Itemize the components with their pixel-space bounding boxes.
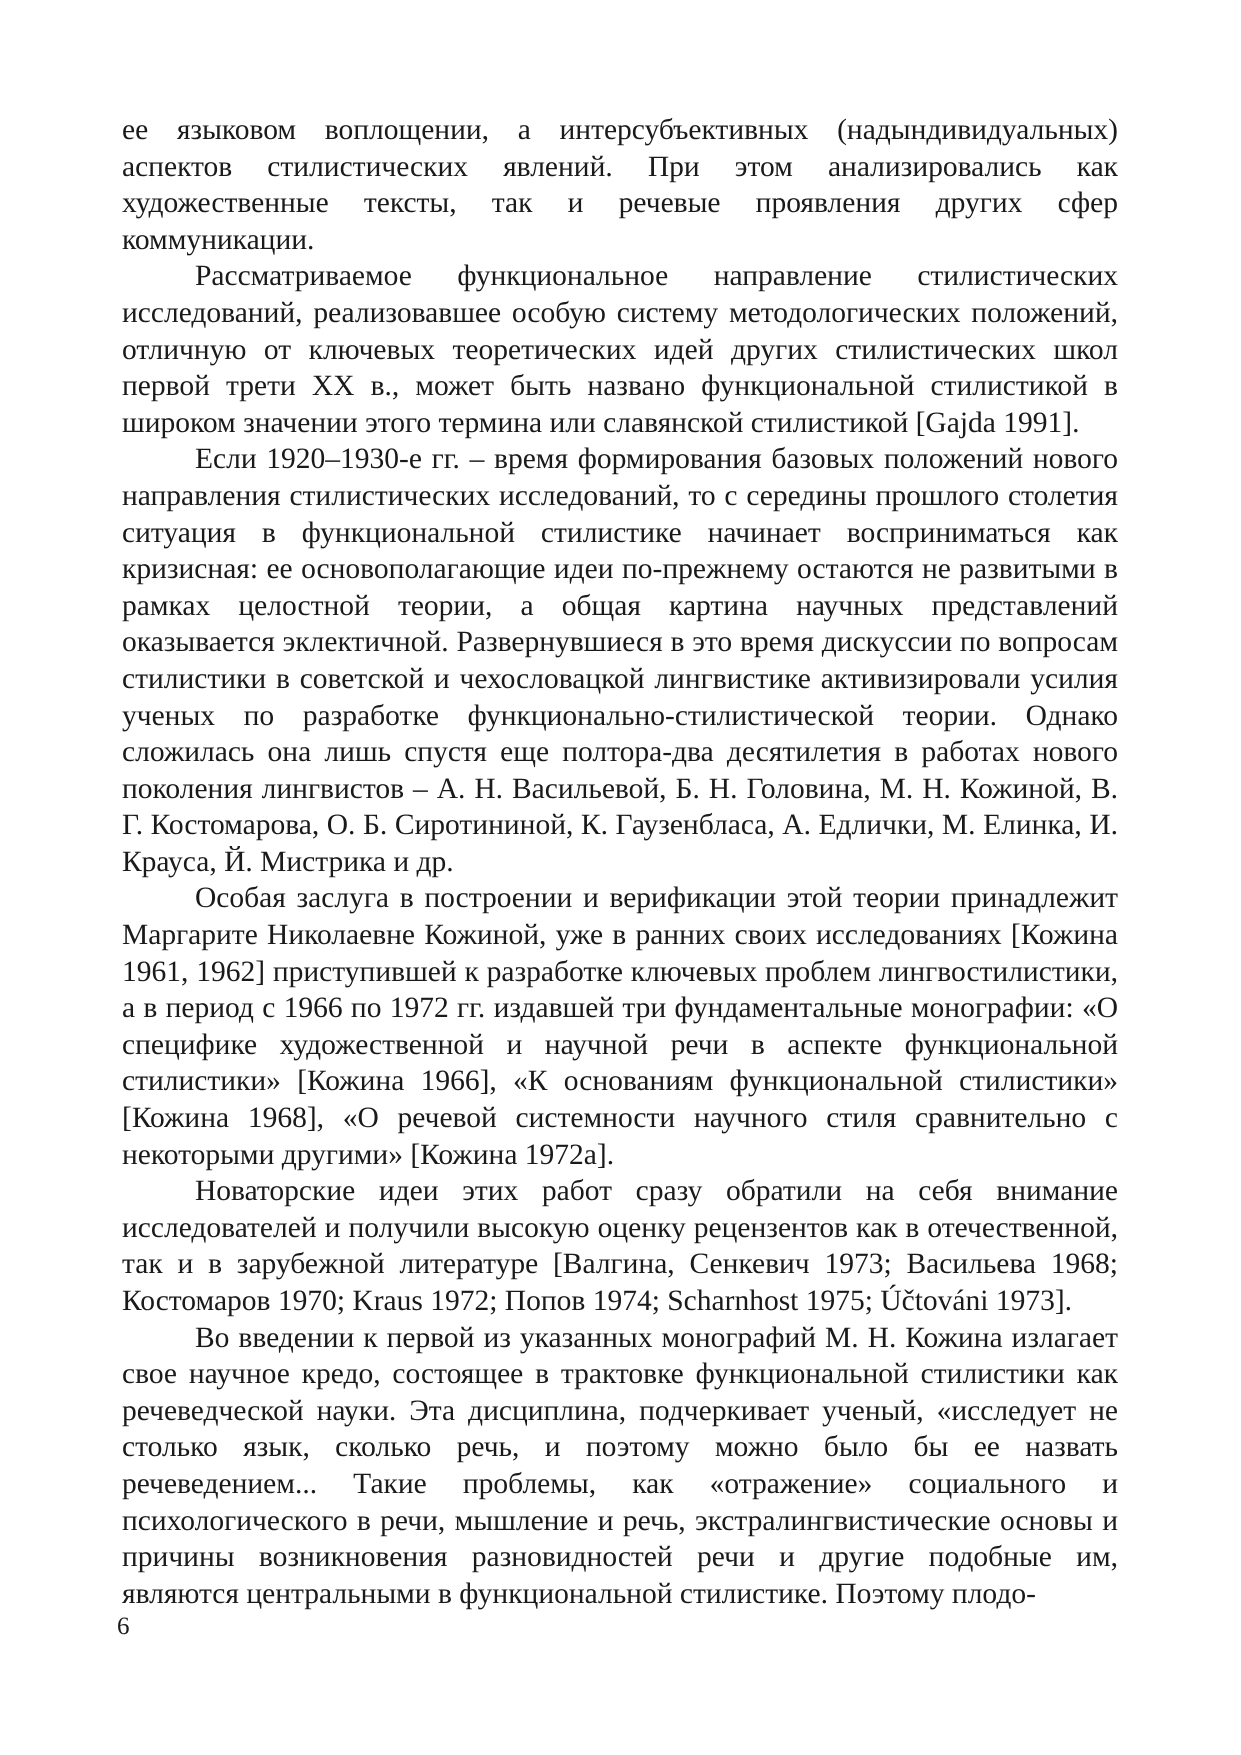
body-text bbox=[122, 112, 1118, 1612]
paragraph-2: Рассматриваемое функциональное направление стилистических исследований, реализовавшее особую систему методологических положений, отличную от ключевых теоретических идей других стилистических школ первой трети XX в., может быть названо функциональной стилистикой в широком значении этого термина или славянской стилистикой [Gajda 1991]. bbox=[122, 260, 1118, 439]
paragraph-1: ее языковом воплощении, а интерсубъективных (надындивидуальных) аспектов стилистических явлений. При этом анализировались как художественные тексты, так и речевые проявления других сфер коммуникации. bbox=[122, 114, 1118, 256]
paragraph-4: Особая заслуга в построении и верификации этой теории принадлежит Маргарите Николаевне Кожиной, уже в ранних своих исследованиях [Кожина 1961, 1962] приступившей к разработке ключевых проблем лингвостилистики, а в период с 1966 по 1972 гг. издавшей три фундаментальные монографии: «О специфике художественной и научной речи в аспекте функциональной стилистики» [Кожина 1966], «К основаниям функциональной стилистики» [Кожина 1968], «О речевой системности научного стиля сравнительно с некоторыми другими» [Кожина 1972а]. bbox=[122, 882, 1118, 1171]
page-number: 6 bbox=[117, 1613, 130, 1640]
paragraph-6: Во введении к первой из указанных монографий М. Н. Кожина излагает свое научное кредо, состоящее в трактовке функциональной стилистики как речеведческой науки. Эта дисциплина, подчеркивает ученый, «исследует не столько язык, сколько речь, и поэтому можно было бы ее назвать речеведением... Такие проблемы, как «отражение» социального и психологического в речи, мышление и речь, экстралингвистические основы и причины возникновения разновидностей речи и другие подобные им, являются центральными в функциональной стилистике. Поэтому плодо- bbox=[122, 1321, 1118, 1610]
paragraph-3: Если 1920–1930-е гг. – время формирования базовых положений нового направления стилистических исследований, то с середины прошлого столетия ситуация в функциональной стилистике начинает восприниматься как кризисная: ее основополагающие идеи по-прежнему остаются не развитыми в рамках целостной теории, а общая картина научных представлений оказывается эклектичной. Развернувшиеся в это время дискуссии по вопросам стилистики в советской и чехословацкой лингвистике активизировали усилия ученых по разработке функционально-стилистической теории. Однако сложилась она лишь спустя еще полтора-два десятилетия в работах нового поколения лингвистов – А. Н. Васильевой, Б. Н. Головина, М. Н. Кожиной, В. Г. Костомарова, О. Б. Сиротининой, К. Гаузенбласа, А. Едлички, М. Елинка, И. Крауса, Й. Мистрика и др. bbox=[122, 443, 1118, 878]
paragraph-5: Новаторские идеи этих работ сразу обратили на себя внимание исследователей и получили высокую оценку рецензентов как в отечественной, так и в зарубежной литературе [Валгина, Сенкевич 1973; Васильева 1968; Костомаров 1970; Kraus 1972; Попов 1974; Scharnhost 1975; Účtováni 1973]. bbox=[122, 1175, 1118, 1317]
